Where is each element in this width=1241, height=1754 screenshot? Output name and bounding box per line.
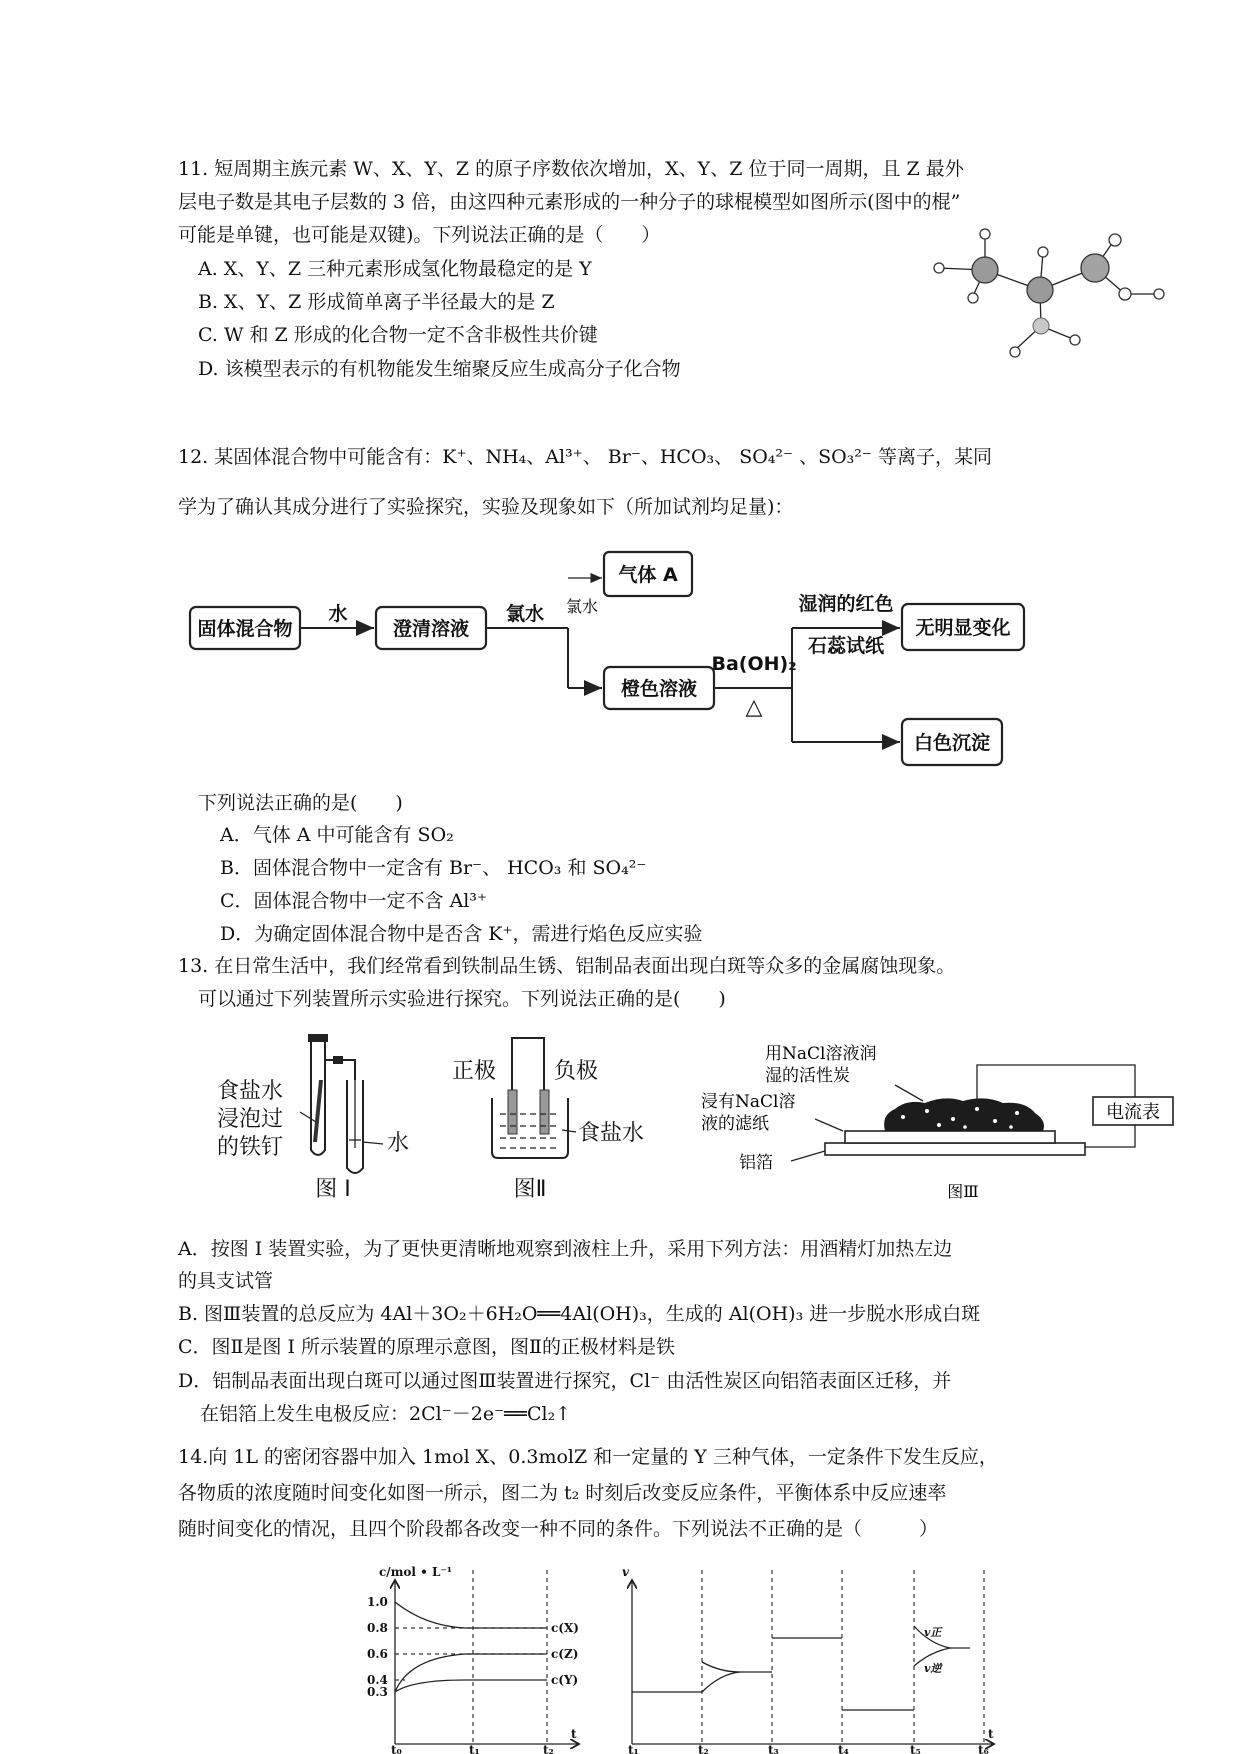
fig1-caption: 图 I bbox=[315, 1177, 351, 1202]
fig2-salt-water-label: 食盐水 bbox=[578, 1121, 645, 1146]
label-white-precipitate: 白色沉淀 bbox=[913, 732, 991, 754]
q13-option-b: B. 图Ⅲ装置的总反应为 4Al＋3O₂＋6H₂O══4Al(OH)₃，生成的 Al(OH)₃ 进一步脱水形成白斑 bbox=[178, 1303, 981, 1325]
q13-figure-1 bbox=[215, 1030, 455, 1205]
graph1-series-z: c(Z) bbox=[551, 1647, 579, 1661]
graph1-ytick-1: 1.0 bbox=[367, 1595, 388, 1609]
q13-option-a-1: A．按图 I 装置实验，为了更快更清晰地观察到液柱上升，采用下列方法：用酒精灯加热左边 bbox=[178, 1238, 953, 1260]
graph1-ytick-3: 0.6 bbox=[367, 1647, 388, 1661]
q13-option-d-2: 在铝箔上发生电极反应：2Cl⁻－2e⁻══Cl₂↑ bbox=[200, 1403, 572, 1425]
label-baoh2: Ba(OH)₂ bbox=[711, 653, 797, 675]
graph1-xtick-2: t₁ bbox=[469, 1743, 480, 1754]
q12-line-2: 学为了确认其成分进行了实验探究，实验及现象如下（所加试剂均足量)： bbox=[178, 496, 794, 518]
label-gas-a: 气体 A bbox=[618, 564, 678, 586]
graph2-xtick-1: t₁ bbox=[628, 1743, 639, 1754]
label-orange-solution: 橙色溶液 bbox=[620, 678, 698, 700]
fig3-paper-label-1: 浸有NaCl溶 bbox=[701, 1092, 796, 1112]
q11-option-a: A. X、Y、Z 三种元素形成氢化物最稳定的是 Y bbox=[198, 258, 592, 280]
q12-flowchart bbox=[180, 540, 1060, 780]
graph1-ylabel: c/mol • L⁻¹ bbox=[379, 1565, 453, 1579]
graph2-v-positive: v正 bbox=[924, 1626, 942, 1639]
q12-line-1: 12. 某固体混合物中可能含有：K⁺、NH₄、Al³⁺、 Br⁻、HCO₃、 SO₄²⁻ 、SO₃²⁻ 等离子，某同 bbox=[178, 446, 992, 468]
q13-option-a-2: 的具支试管 bbox=[178, 1270, 274, 1292]
label-heat: △ bbox=[745, 695, 763, 720]
fig1-label-2: 浸泡过 bbox=[217, 1107, 284, 1132]
q14-line-2: 各物质的浓度随时间变化如图一所示，图二为 t₂ 时刻后改变反应条件，平衡体系中反应速率 bbox=[178, 1482, 947, 1504]
graph1-series-x: c(X) bbox=[551, 1621, 579, 1635]
graph1-xtick-1: t₀ bbox=[391, 1743, 402, 1754]
graph2-xlabel: t bbox=[988, 1727, 994, 1741]
fig3-carbon-label-2: 湿的活性炭 bbox=[765, 1066, 850, 1086]
q11-line-3: 可能是单键，也可能是双键)。下列说法正确的是（ ） bbox=[178, 224, 661, 246]
q13-figure-2 bbox=[450, 1030, 670, 1205]
fig2-positive-label: 正极 bbox=[452, 1059, 497, 1084]
graph1-ytick-2: 0.8 bbox=[367, 1621, 388, 1635]
q14-line-1: 14.向 1L 的密闭容器中加入 1mol X、0.3molZ 和一定量的 Y 三种气体，一定条件下发生反应， bbox=[178, 1446, 998, 1468]
q14-graph-1 bbox=[365, 1562, 585, 1754]
label-litmus-2: 石蕊试纸 bbox=[807, 635, 885, 657]
q11-line-1: 11. 短周期主族元素 W、X、Y、Z 的原子序数依次增加，X、Y、Z 位于同一周期，且 Z 最外 bbox=[178, 158, 964, 180]
q14-line-3: 随时间变化的情况，且四个阶段都各改变一种不同的条件。下列说法不正确的是（ ） bbox=[178, 1518, 939, 1540]
fig3-ammeter-label: 电流表 bbox=[1106, 1102, 1160, 1123]
q13-figure-3 bbox=[695, 1035, 1185, 1205]
q11-option-b: B. X、Y、Z 形成简单离子半径最大的是 Z bbox=[198, 291, 555, 313]
graph2-xtick-2: t₂ bbox=[698, 1743, 709, 1754]
graph1-xlabel: t bbox=[571, 1727, 577, 1741]
fig3-carbon-label-1: 用NaCl溶液润 bbox=[765, 1044, 877, 1064]
fig3-foil-label: 铝箔 bbox=[739, 1153, 773, 1173]
q12-option-d: D．为确定固体混合物中是否含 K⁺，需进行焰色反应实验 bbox=[220, 923, 703, 945]
graph2-ylabel: v bbox=[622, 1565, 629, 1579]
label-chlorine-water-2: 氯水 bbox=[565, 597, 599, 616]
fig3-paper-label-2: 液的滤纸 bbox=[701, 1114, 769, 1134]
q12-option-c: C．固体混合物中一定不含 Al³⁺ bbox=[220, 890, 488, 912]
q14-graph-2 bbox=[620, 1562, 1000, 1754]
label-solid-mixture: 固体混合物 bbox=[197, 618, 293, 640]
graph1-ytick-4: 0.4 bbox=[367, 1673, 388, 1687]
graph1-series-y: c(Y) bbox=[551, 1673, 579, 1687]
graph2-v-negative: v逆 bbox=[924, 1662, 942, 1675]
label-chlorine-water: 氯水 bbox=[505, 603, 545, 625]
graph2-xtick-5: t₅ bbox=[910, 1743, 921, 1754]
q13-line-1: 13. 在日常生活中，我们经常看到铁制品生锈、铝制品表面出现白斑等众多的金属腐蚀现象。 bbox=[178, 955, 956, 977]
fig1-label-3: 的铁钉 bbox=[217, 1135, 284, 1160]
graph1-xtick-3: t₂ bbox=[543, 1743, 554, 1754]
label-no-change: 无明显变化 bbox=[915, 617, 1011, 639]
q12-question: 下列说法正确的是( ) bbox=[198, 792, 403, 814]
fig2-negative-label: 负极 bbox=[554, 1059, 599, 1084]
q11-option-c: C. W 和 Z 形成的化合物一定不含非极性共价键 bbox=[198, 324, 598, 346]
graph2-xtick-3: t₃ bbox=[768, 1743, 779, 1754]
label-clear-solution: 澄清溶液 bbox=[392, 618, 470, 640]
fig1-water-label: 水 bbox=[387, 1131, 410, 1156]
graph2-xtick-6: t₆ bbox=[978, 1743, 989, 1754]
q12-option-b: B．固体混合物中一定含有 Br⁻、 HCO₃ 和 SO₄²⁻ bbox=[220, 857, 647, 879]
q12-option-a: A．气体 A 中可能含有 SO₂ bbox=[220, 824, 454, 846]
ball-stick-model bbox=[925, 222, 1185, 372]
q13-option-d-1: D．铝制品表面出现白斑可以通过图Ⅲ装置进行探究，Cl⁻ 由活性炭区向铝箔表面区迁移，并 bbox=[178, 1370, 952, 1392]
fig1-label-1: 食盐水 bbox=[217, 1079, 284, 1104]
label-litmus-1: 湿润的红色 bbox=[798, 593, 894, 615]
q13-line-2: 可以通过下列装置所示实验进行探究。下列说法正确的是( ) bbox=[198, 988, 726, 1010]
fig2-caption: 图Ⅱ bbox=[513, 1177, 547, 1202]
graph1-ytick-5: 0.3 bbox=[367, 1685, 388, 1699]
q11-option-d: D. 该模型表示的有机物能发生缩聚反应生成高分子化合物 bbox=[198, 358, 681, 380]
label-water: 水 bbox=[328, 603, 348, 625]
graph2-xtick-4: t₄ bbox=[838, 1743, 849, 1754]
q11-line-2: 层电子数是其电子层数的 3 倍，由这四种元素形成的一种分子的球棍模型如图所示(图中的棍” bbox=[178, 191, 961, 213]
q13-option-c: C．图Ⅱ是图 I 所示装置的原理示意图，图Ⅱ的正极材料是铁 bbox=[178, 1336, 675, 1358]
fig3-caption: 图Ⅲ bbox=[947, 1182, 979, 1201]
